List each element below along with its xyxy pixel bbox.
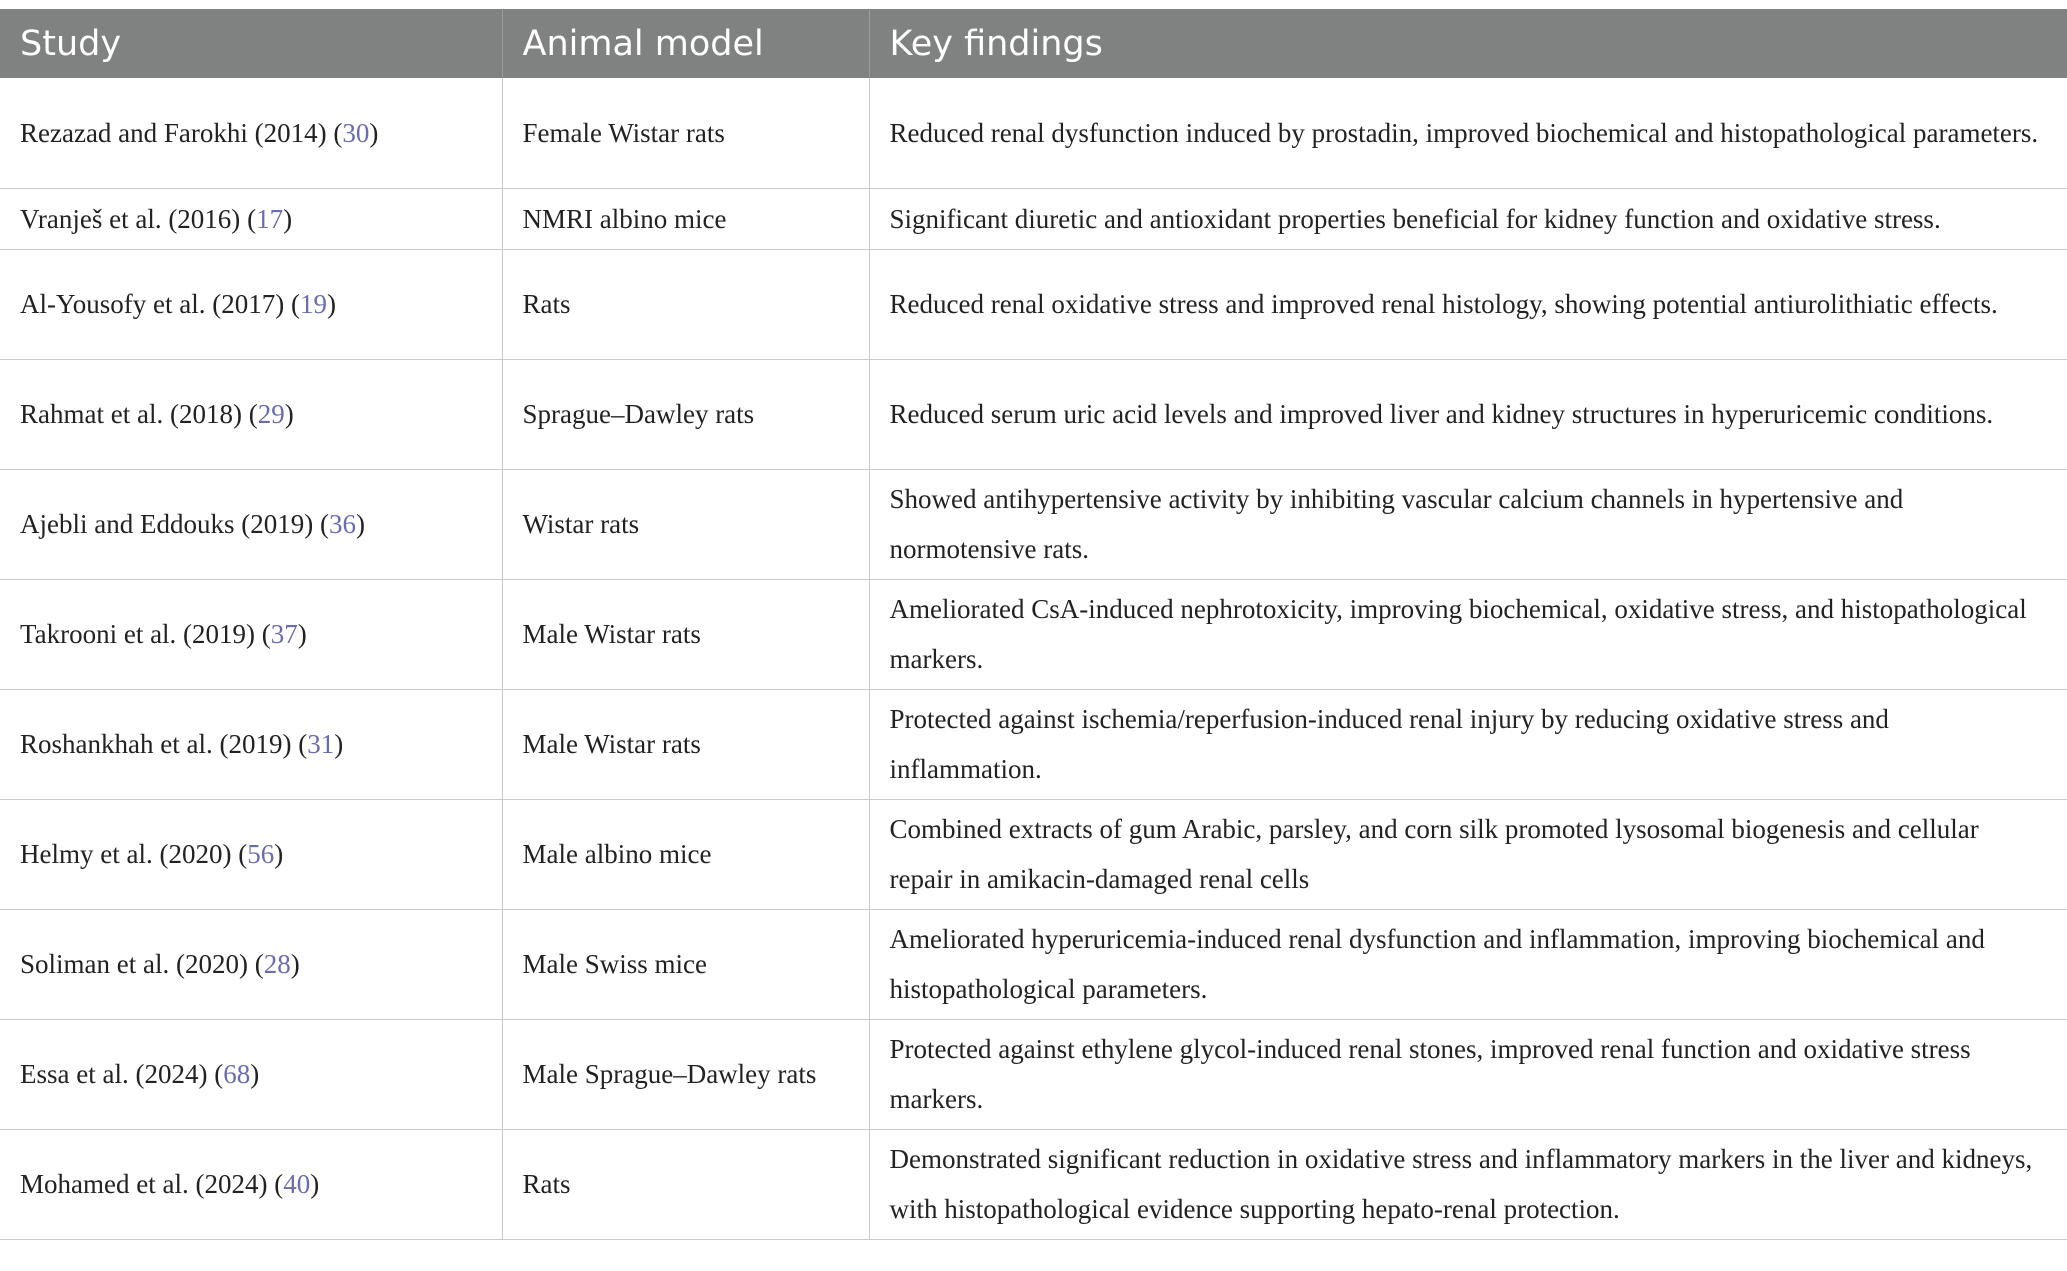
studies-table-container xyxy=(0,9,2067,1240)
reference-link[interactable]: 40 xyxy=(283,1169,311,1199)
reference-link[interactable]: 30 xyxy=(342,117,370,148)
study-cell: Mohamed et al. (2024) (40) xyxy=(0,1129,502,1239)
reference-link[interactable]: 29 xyxy=(257,399,285,429)
header-key-findings: Key findings xyxy=(889,23,1103,64)
reference-link[interactable]: 31 xyxy=(307,729,335,759)
key-findings-cell: Combined extracts of gum Arabic, parsley, and corn silk promoted lysosomal biogenesis and cellular repair in amikacin-damaged renal cells xyxy=(869,799,2067,909)
study-name: Mohamed et al. (2024) xyxy=(20,1169,268,1199)
key-findings-cell: Protected against ethylene glycol-induced renal stones, improved renal function and oxidative stress markers. xyxy=(869,1019,2067,1129)
studies-table xyxy=(0,9,2067,1240)
study-cell: Helmy et al. (2020) (56) xyxy=(0,799,502,909)
study-cell: Essa et al. (2024) (68) xyxy=(0,1019,502,1129)
reference-link[interactable]: 28 xyxy=(263,949,291,979)
key-findings-cell: Showed antihypertensive activity by inhibiting vascular calcium channels in hypertensive and normotensive rats. xyxy=(869,469,2067,579)
table-body xyxy=(0,78,2067,1239)
study-name: Soliman et al. (2020) xyxy=(20,949,248,979)
reference-link[interactable]: 68 xyxy=(223,1059,251,1089)
reference-link[interactable]: 37 xyxy=(270,619,298,649)
table-row xyxy=(0,469,2067,579)
key-findings-cell: Ameliorated hyperuricemia-induced renal dysfunction and inflammation, improving biochemical and histopathological parameters. xyxy=(869,909,2067,1019)
reference-link[interactable]: 19 xyxy=(300,289,327,319)
animal-model-cell: Sprague–Dawley rats xyxy=(502,359,869,469)
study-name: Takrooni et al. (2019) xyxy=(20,619,256,649)
study-cell: Ajebli and Eddouks (2019) (36) xyxy=(0,469,502,579)
reference-link[interactable]: 36 xyxy=(328,509,356,539)
table-row xyxy=(0,689,2067,799)
header-row xyxy=(0,9,2067,78)
table-row xyxy=(0,1129,2067,1239)
animal-model-cell: Male Swiss mice xyxy=(502,909,869,1019)
study-name: Helmy et al. (2020) xyxy=(20,839,232,869)
study-cell: Roshankhah et al. (2019) (31) xyxy=(0,689,502,799)
key-findings-cell: Protected against ischemia/reperfusion-induced renal injury by reducing oxidative stress and inflammation. xyxy=(869,689,2067,799)
animal-model-cell: NMRI albino mice xyxy=(502,188,869,249)
key-findings-cell: Ameliorated CsA-induced nephrotoxicity, improving biochemical, oxidative stress, and histopathological markers. xyxy=(869,579,2067,689)
study-cell: Soliman et al. (2020) (28) xyxy=(0,909,502,1019)
animal-model-cell: Male albino mice xyxy=(502,799,869,909)
animal-model-cell: Rats xyxy=(502,249,869,359)
study-cell: Takrooni et al. (2019) (37) xyxy=(0,579,502,689)
animal-model-cell: Rats xyxy=(502,1129,869,1239)
animal-model-cell: Male Wistar rats xyxy=(502,579,869,689)
header-animal-model: Animal model xyxy=(502,9,869,78)
header-study: Study xyxy=(0,9,502,78)
key-findings-cell: Significant diuretic and antioxidant properties beneficial for kidney function and oxidative stress. xyxy=(869,188,2067,249)
study-name: Rahmat et al. (2018) xyxy=(20,399,242,429)
table-row xyxy=(0,1019,2067,1129)
animal-model-cell: Female Wistar rats xyxy=(502,78,869,188)
table-header xyxy=(0,9,2067,78)
study-name: Vranješ et al. (2016) xyxy=(20,203,241,234)
key-findings-cell: Reduced serum uric acid levels and improved liver and kidney structures in hyperuricemic conditions. xyxy=(869,359,2067,469)
animal-model-cell: Male Sprague–Dawley rats xyxy=(502,1019,869,1129)
key-findings-cell: Reduced renal oxidative stress and improved renal histology, showing potential antiurolithiatic effects. xyxy=(869,249,2067,359)
table-row xyxy=(0,359,2067,469)
key-findings-cell: Reduced renal dysfunction induced by prostadin, improved biochemical and histopathological parameters. xyxy=(869,78,2067,188)
study-name: Roshankhah et al. (2019) xyxy=(20,729,292,759)
study-cell: Rahmat et al. (2018) (29) xyxy=(0,359,502,469)
reference-link[interactable]: 56 xyxy=(247,839,275,869)
key-findings-cell: Demonstrated significant reduction in oxidative stress and inflammatory markers in the liver and kidneys, with histopathological evidence supporting hepato-renal protection. xyxy=(869,1129,2067,1239)
study-cell: Al-Yousofy et al. (2017) (19) xyxy=(0,249,502,359)
table-row xyxy=(0,909,2067,1019)
animal-model-cell: Wistar rats xyxy=(502,469,869,579)
table-row xyxy=(0,799,2067,909)
study-name: Essa et al. (2024) xyxy=(20,1059,208,1089)
study-name: Rezazad and Farokhi (2014) xyxy=(20,117,327,148)
study-name: Al-Yousofy et al. (2017) xyxy=(20,289,285,319)
study-cell: Vranješ et al. (2016) (17) xyxy=(0,188,502,249)
study-cell: Rezazad and Farokhi (2014) (30) xyxy=(0,78,502,188)
table-row xyxy=(0,78,2067,188)
study-name: Ajebli and Eddouks (2019) xyxy=(20,509,314,539)
table-row xyxy=(0,579,2067,689)
reference-link[interactable]: 17 xyxy=(256,203,284,234)
table-row xyxy=(0,188,2067,249)
table-row xyxy=(0,249,2067,359)
animal-model-cell: Male Wistar rats xyxy=(502,689,869,799)
